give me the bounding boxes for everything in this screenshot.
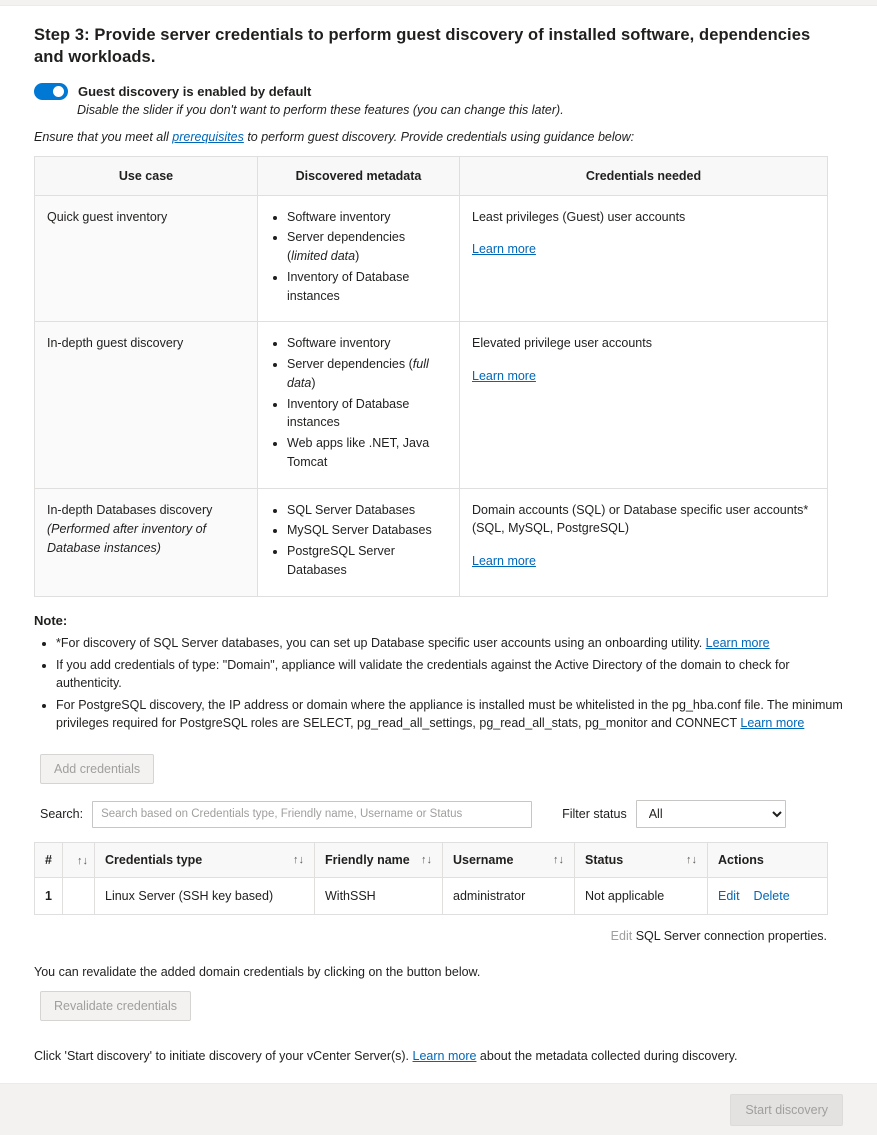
matrix-header-credentials-needed: Credentials needed — [460, 156, 828, 195]
matrix-credentials-cell — [460, 488, 828, 596]
matrix-use-case-label: In-depth Databases discovery — [47, 502, 213, 517]
list-item: • Inventory of Database instances — [287, 268, 447, 306]
revalidate-credentials-button[interactable]: Revalidate credentials — [40, 991, 191, 1021]
matrix-use-case-cell — [35, 322, 258, 488]
list-item: • Server dependencies (full data) — [287, 355, 447, 393]
list-item — [56, 656, 843, 692]
matrix-use-case-note: (Performed after inventory of Database instances) — [47, 522, 207, 556]
start-description-suffix: about the metadata collected during discovery. — [476, 1049, 738, 1064]
credentials-header-actions: Actions — [708, 843, 828, 878]
list-item — [56, 696, 843, 732]
matrix-use-case-label: In-depth guest discovery — [47, 336, 184, 351]
sql-properties-text: SQL Server connection properties. — [635, 929, 827, 944]
start-discovery-description — [34, 1049, 843, 1063]
table-row — [35, 195, 828, 322]
note-list — [34, 634, 843, 733]
matrix-use-case-cell — [35, 195, 258, 322]
learn-more-link[interactable]: Learn more — [472, 554, 536, 569]
sort-icon[interactable]: ↑↓ — [553, 854, 564, 867]
prerequisites-line — [34, 130, 843, 144]
prerequisites-prefix: Ensure that you meet all — [34, 129, 173, 144]
sort-icon[interactable]: ↑↓ — [293, 854, 304, 867]
credentials-header-status-label: Status — [585, 853, 624, 868]
matrix-use-case-cell — [35, 488, 258, 596]
filter-status-select[interactable] — [636, 800, 786, 828]
list-item: • Software inventory — [287, 208, 447, 227]
credentials-header-friendly-name — [315, 843, 443, 878]
filter-status-label: Filter status — [562, 807, 627, 822]
matrix-header-use-case: Use case — [35, 156, 258, 195]
footer-bar — [0, 1083, 877, 1135]
credentials-header-username — [443, 843, 575, 878]
matrix-metadata-cell — [258, 488, 460, 596]
toggle-knob — [53, 86, 64, 97]
row-username: administrator — [443, 878, 575, 915]
credentials-header-type — [95, 843, 315, 878]
row-index-spacer — [63, 878, 95, 915]
note-text: *For discovery of SQL Server databases, you can set up Database specific user accounts using an onboarding utility. — [56, 635, 706, 650]
credentials-header-row — [35, 843, 828, 878]
page-title: Step 3: Provide server credentials to perform guest discovery of installed software, dependencies and workloads. — [34, 26, 811, 67]
learn-more-link[interactable]: Learn more — [705, 635, 770, 650]
list-item: • MySQL Server Databases — [287, 521, 447, 540]
learn-more-link[interactable]: Learn more — [412, 1049, 477, 1064]
guest-discovery-toggle-sublabel: Disable the slider if you don't want to perform these features (you can change this later). — [77, 102, 564, 117]
credentials-header-status — [575, 843, 708, 878]
list-item: • Server dependencies (limited data) — [287, 228, 447, 266]
matrix-credentials-text: Least privileges (Guest) user accounts — [472, 209, 686, 224]
matrix-credentials-text: Domain accounts (SQL) or Database specific user accounts* (SQL, MySQL, PostgreSQL) — [472, 502, 809, 536]
sort-icon[interactable]: ↑↓ — [686, 854, 697, 867]
add-credentials-button[interactable]: Add credentials — [40, 754, 154, 784]
row-actions — [708, 878, 828, 915]
search-filter-row — [40, 800, 843, 828]
row-index: 1 — [35, 878, 63, 915]
credentials-header-index: # — [35, 843, 63, 878]
table-row — [35, 878, 828, 915]
list-item: • Inventory of Database instances — [287, 395, 447, 433]
prerequisites-suffix: to perform guest discovery. Provide credentials using guidance below: — [243, 129, 635, 144]
prerequisites-link[interactable]: prerequisites — [172, 129, 244, 144]
revalidate-button-wrap — [40, 991, 843, 1021]
credentials-header-index-sort[interactable] — [63, 843, 95, 878]
guest-discovery-toggle-row — [34, 83, 843, 100]
revalidate-description: You can revalidate the added domain credentials by clicking on the button below. — [34, 965, 481, 980]
row-friendly-name: WithSSH — [315, 878, 443, 915]
search-input[interactable] — [92, 801, 532, 828]
table-row — [35, 488, 828, 596]
sql-connection-properties-row — [34, 929, 827, 943]
matrix-header-discovered-metadata: Discovered metadata — [258, 156, 460, 195]
note-title: Note: — [34, 612, 68, 628]
sort-icon[interactable]: ↑↓ — [421, 854, 432, 867]
row-credentials-type: Linux Server (SSH key based) — [95, 878, 315, 915]
list-item: • Software inventory — [287, 334, 447, 353]
filter-status-select-wrap — [636, 800, 786, 828]
sort-icon[interactable]: ↑↓ — [77, 855, 88, 868]
matrix-header-row — [35, 156, 828, 195]
start-discovery-button[interactable]: Start discovery — [730, 1094, 843, 1126]
page-content — [0, 6, 877, 1135]
list-item: • PostgreSQL Server Databases — [287, 542, 447, 580]
note-text: If you add credentials of type: "Domain", appliance will validate the credentials against the Active Directory of the domain to check for authenticity. — [56, 657, 790, 690]
edit-sql-properties-link[interactable]: Edit — [610, 929, 633, 944]
guidance-matrix-table — [34, 156, 828, 597]
list-item: • Web apps like .NET, Java Tomcat — [287, 434, 447, 472]
learn-more-link[interactable]: Learn more — [740, 716, 805, 731]
learn-more-link[interactable]: Learn more — [472, 242, 536, 257]
note-text: For PostgreSQL discovery, the IP address or domain where the appliance is installed must be whitelisted in the pg_hba.conf file. The minimum privileges required for PostgreSQL roles are SELECT, pg_read_all_settings, pg_read_all_stats, pg_monitor and CONNECT — [56, 697, 843, 731]
list-item — [56, 634, 843, 652]
edit-credential-link[interactable]: Edit — [718, 889, 740, 904]
row-status: Not applicable — [575, 878, 708, 915]
credentials-header-friendly-name-label: Friendly name — [325, 853, 410, 868]
table-row — [35, 322, 828, 488]
add-credentials-wrap — [40, 754, 843, 784]
credentials-header-type-label: Credentials type — [105, 853, 203, 868]
credentials-table — [34, 842, 828, 915]
guest-discovery-toggle-label: Guest discovery is enabled by default — [78, 83, 312, 99]
guest-discovery-toggle[interactable] — [34, 83, 68, 100]
learn-more-link[interactable]: Learn more — [472, 369, 536, 384]
start-description-prefix: Click 'Start discovery' to initiate discovery of your vCenter Server(s). — [34, 1049, 413, 1064]
matrix-credentials-text: Elevated privilege user accounts — [472, 336, 652, 351]
list-item: • SQL Server Databases — [287, 501, 447, 520]
delete-credential-link[interactable]: Delete — [753, 889, 790, 904]
matrix-credentials-cell — [460, 322, 828, 488]
matrix-credentials-cell — [460, 195, 828, 322]
matrix-use-case-label: Quick guest inventory — [47, 209, 168, 224]
matrix-metadata-cell — [258, 195, 460, 322]
matrix-metadata-cell — [258, 322, 460, 488]
credentials-header-username-label: Username — [453, 853, 514, 868]
search-label: Search: — [40, 807, 84, 822]
